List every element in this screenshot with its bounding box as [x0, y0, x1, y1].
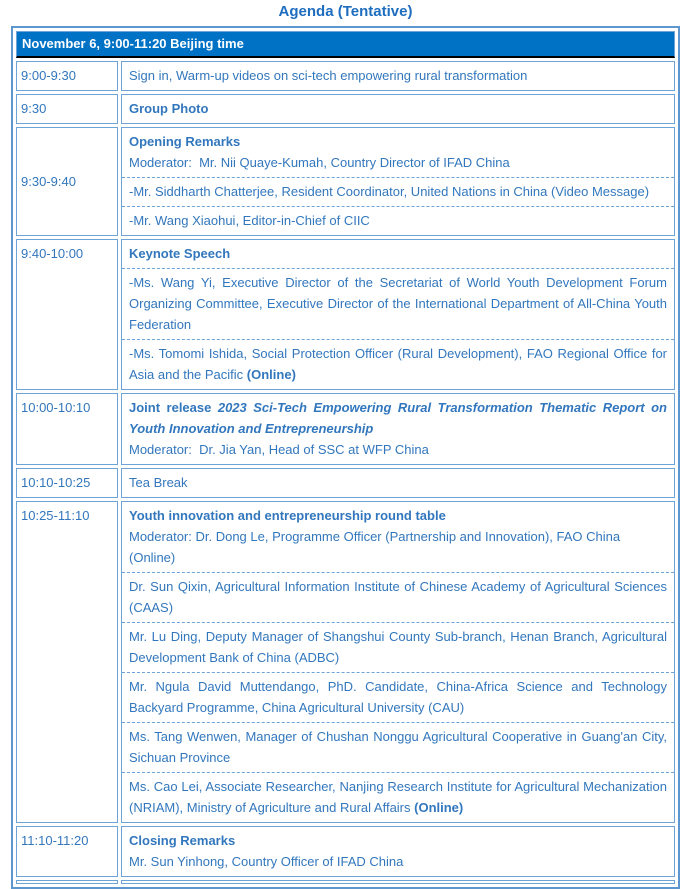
agenda-text	[129, 472, 667, 493]
text-run: Mr. Ngula David Muttendango, PhD. Candidate, China-Africa Science and Technology Backyard Programme, China Agricultural University (CAU)	[129, 679, 671, 715]
text-run: Youth innovation and entrepreneurship round table	[129, 508, 446, 523]
text-run: Joint release	[129, 400, 218, 415]
agenda-entry	[122, 622, 674, 672]
agenda-entry	[122, 177, 674, 206]
time-cell: 10:10-10:25	[16, 468, 118, 498]
agenda-document	[0, 3, 691, 889]
table-header-row	[16, 31, 675, 58]
agenda-entry	[122, 572, 674, 622]
time-cell	[16, 880, 118, 884]
agenda-text	[129, 526, 667, 568]
agenda-text	[129, 830, 667, 851]
description-cell	[121, 127, 675, 236]
agenda-entry	[122, 469, 674, 497]
time-cell: 9:40-10:00	[16, 239, 118, 390]
text-run: Moderator: Dr. Dong Le, Programme Officer (Partnership and Innovation), FAO China (Online)	[129, 529, 628, 565]
text-run: Moderator: Dr. Jia Yan, Head of SSC at WFP China	[129, 442, 429, 457]
description-cell	[121, 61, 675, 91]
agenda-text	[129, 505, 667, 526]
agenda-text	[129, 439, 667, 460]
time-cell: 9:30	[16, 94, 118, 124]
agenda-entry	[122, 95, 674, 123]
agenda-entry	[122, 339, 674, 389]
text-run: 2023 Sci-Tech Empowering Rural Transformation Thematic Report on Youth Innovation and Entrepreneurship	[129, 400, 671, 436]
agenda-row	[16, 94, 675, 124]
agenda-text	[129, 726, 671, 768]
time-cell: 9:30-9:40	[16, 127, 118, 236]
text-run: Ms. Tang Wenwen, Manager of Chushan Nonggu Agricultural Cooperative in Guang'an City, Sichuan Province	[129, 729, 671, 765]
table-header: November 6, 9:00-11:20 Beijing time	[16, 31, 675, 58]
agenda-text	[129, 243, 667, 264]
agenda-entry	[122, 268, 674, 339]
time-cell: 11:10-11:20	[16, 826, 118, 877]
agenda-entry	[122, 672, 674, 722]
agenda-text	[129, 851, 667, 872]
text-run: -Ms. Tomomi Ishida, Social Protection Officer (Rural Development), FAO Regional Office for Asia and the Pacific	[129, 346, 670, 382]
agenda-text	[129, 210, 667, 231]
time-cell: 10:25-11:10	[16, 501, 118, 823]
spacer-row	[16, 880, 675, 884]
text-run: Mr. Lu Ding, Deputy Manager of Shangshui County Sub-branch, Henan Branch, Agricultural Development Bank of China (ADBC)	[129, 629, 671, 665]
agenda-text	[129, 576, 671, 618]
agenda-entry	[122, 206, 674, 235]
agenda-entry	[122, 394, 674, 464]
agenda-text	[129, 343, 670, 385]
agenda-row	[16, 501, 675, 823]
text-run: Keynote Speech	[129, 246, 231, 261]
description-cell	[121, 468, 675, 498]
agenda-entry	[122, 722, 674, 772]
agenda-text	[129, 98, 667, 119]
description-cell	[121, 239, 675, 390]
agenda-entry	[122, 128, 674, 177]
agenda-row	[16, 239, 675, 390]
text-run: -Ms. Wang Yi, Executive Director of the Secretariat of World Youth Development Forum Organizing Committee, Executive Director of the International Department of All-China Youth Federation	[129, 275, 671, 332]
description-cell	[121, 880, 675, 884]
agenda-row	[16, 468, 675, 498]
agenda-entry	[122, 827, 674, 876]
text-run: Mr. Sun Yinhong, Country Officer of IFAD China	[129, 854, 404, 869]
description-cell	[121, 393, 675, 465]
agenda-text	[129, 676, 671, 718]
text-run: Opening Remarks	[129, 134, 241, 149]
agenda-entry	[122, 772, 674, 822]
agenda-entry	[122, 240, 674, 268]
time-cell: 9:00-9:30	[16, 61, 118, 91]
description-cell	[121, 94, 675, 124]
text-run: Group Photo	[129, 101, 209, 116]
agenda-text	[129, 272, 671, 335]
text-run: -Mr. Siddharth Chatterjee, Resident Coordinator, United Nations in China (Video Message)	[129, 184, 650, 199]
agenda-text	[129, 65, 667, 86]
agenda-text	[129, 397, 671, 439]
text-run: Closing Remarks	[129, 833, 236, 848]
text-run: Moderator: Mr. Nii Quaye-Kumah, Country Director of IFAD China	[129, 155, 510, 170]
text-run: -Mr. Wang Xiaohui, Editor-in-Chief of CIIC	[129, 213, 370, 228]
text-run: Ms. Cao Lei, Associate Researcher, Nanjing Research Institute for Agricultural Mechanization (NRIAM), Ministry of Agriculture and Rural Affairs	[129, 779, 671, 815]
agenda-text	[129, 131, 667, 152]
agenda-row	[16, 393, 675, 465]
page-title: Agenda (Tentative)	[278, 3, 413, 20]
description-cell	[121, 501, 675, 823]
text-run: Tea Break	[129, 475, 188, 490]
text-run: Dr. Sun Qixin, Agricultural Information Institute of Chinese Academy of Agricultural Sciences (CAAS)	[129, 579, 671, 615]
agenda-row	[16, 826, 675, 877]
agenda-text	[129, 152, 667, 173]
agenda-row	[16, 61, 675, 91]
agenda-table	[11, 26, 680, 889]
agenda-text	[129, 181, 667, 202]
text-run: (Online)	[410, 800, 464, 815]
description-cell	[121, 826, 675, 877]
text-run: Sign in, Warm-up videos on sci-tech empowering rural transformation	[129, 68, 528, 83]
agenda-text	[129, 626, 671, 668]
agenda-entry	[122, 62, 674, 90]
text-run: (Online)	[243, 367, 296, 382]
agenda-row	[16, 127, 675, 236]
agenda-text	[129, 776, 671, 818]
time-cell: 10:00-10:10	[16, 393, 118, 465]
agenda-entry	[122, 502, 674, 572]
